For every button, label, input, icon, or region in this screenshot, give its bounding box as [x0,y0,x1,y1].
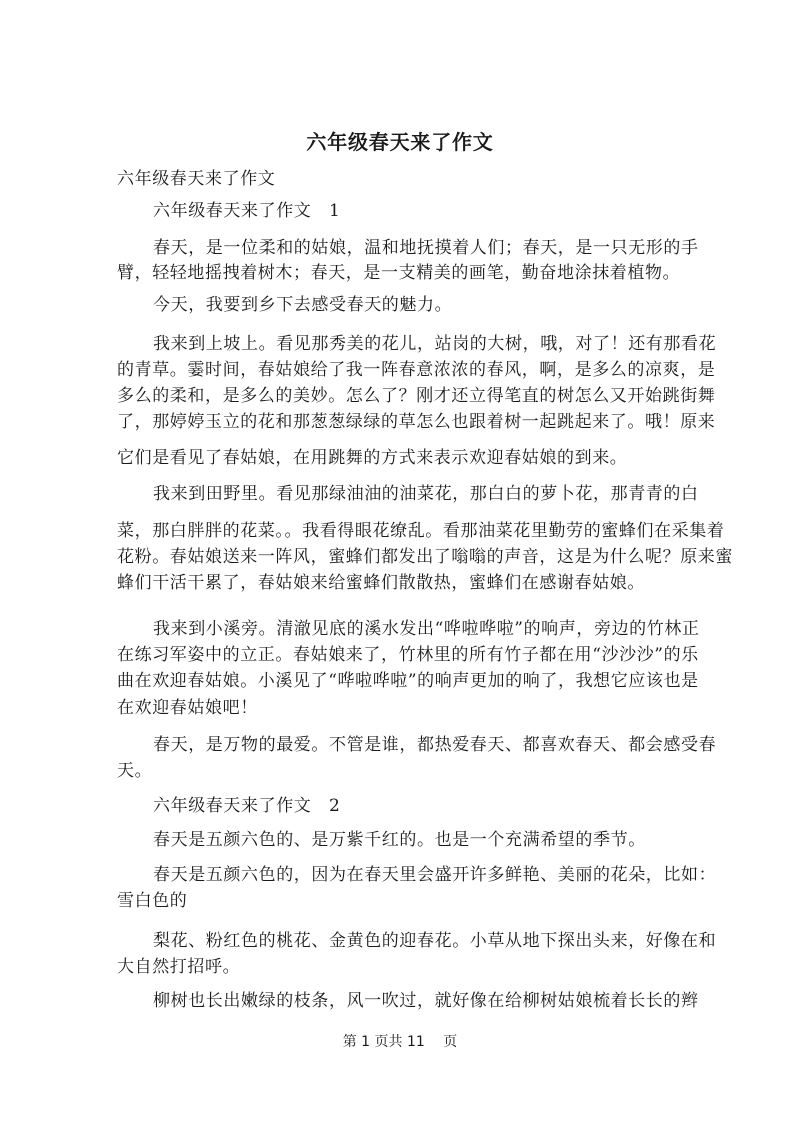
text-line: 的青草。霎时间，春姑娘给了我一阵春意浓浓的春风，啊，是多么的凉爽，是 [117,360,716,380]
essay-1-heading: 六年级春天来了作文 1 [153,201,341,221]
text-line: 春天是五颜六色的，因为在春天里会盛开许多鲜艳、美丽的花朵，比如： [153,865,717,885]
text-line: 我来到小溪旁。清澈见底的溪水发出“哗啦哗啦”的响声，旁边的竹林正 [153,619,700,639]
text-line: 菜，那白胖胖的花菜。。我看得眼花缭乱。看那油菜花里勤劳的蜜蜂们在采集着 [117,521,725,541]
text-line: 雪白色的 [117,891,188,911]
text-line: 曲在欢迎春姑娘。小溪见了“哗啦哗啦”的响声更加的响了，我想它应该也是 [117,671,699,691]
text-line: 在欢迎春姑娘吧！ [117,698,258,718]
text-line: 梨花、粉红色的桃花、金黄色的迎春花。小草从地下探出头来，好像在和 [153,931,717,951]
text-line: 臂，轻轻地摇拽着树木；春天，是一支精美的画笔，勤奋地涂抹着植物。 [117,263,681,283]
text-line: 在练习军姿中的立正。春姑娘来了，竹林里的所有竹子都在用“沙沙沙”的乐 [117,645,699,665]
text-line: 它们是看见了春姑娘，在用跳舞的方式来表示欢迎春姑娘的到来。 [117,448,628,468]
document-title: 六年级春天来了作文 [306,130,494,154]
text-line: 我来到田野里。看见那绿油油的油菜花，那白白的萝卜花，那青青的白 [153,484,699,504]
text-line: 天。 [117,761,153,781]
text-line: 春天是五颜六色的、是万紫千红的。也是一个充满希望的季节。 [153,830,646,850]
text-line: 春天，是万物的最爱。不管是谁，都热爱春天、都喜欢春天、都会感受春 [153,735,717,755]
text-line: 大自然打招呼。 [117,957,241,977]
text-line: 春天，是一位柔和的姑娘，温和地抚摸着人们；春天，是一只无形的手 [153,238,699,258]
text-line: 我来到上坡上。看见那秀美的花儿，站岗的大树，哦，对了！还有那看花 [153,334,717,354]
document-subtitle: 六年级春天来了作文 [117,169,276,189]
text-line: 了，那婷婷玉立的花和那葱葱绿绿的草怎么也跟着树一起跳起来了。哦！原来 [117,412,716,432]
text-line: 多么的柔和，是多么的美妙。怎么了？刚才还立得笔直的树怎么又开始跳街舞 [117,386,716,406]
text-line: 蜂们干活干累了，春姑娘来给蜜蜂们散散热，蜜蜂们在感谢春姑娘。 [117,573,645,593]
text-line: 今天，我要到乡下去感受春天的魅力。 [153,295,453,315]
text-line: 柳树也长出嫩绿的枝条，风一吹过，就好像在给柳树姑娘梳着长长的辫 [153,991,699,1011]
essay-2-heading: 六年级春天来了作文 2 [153,796,341,816]
text-line: 花粉。春姑娘送来一阵风，蜜蜂们都发出了嗡嗡的声音，这是为什么呢？原来蜜 [117,547,733,567]
page-number-footer: 第 1 页共 11 页 [342,1034,458,1050]
